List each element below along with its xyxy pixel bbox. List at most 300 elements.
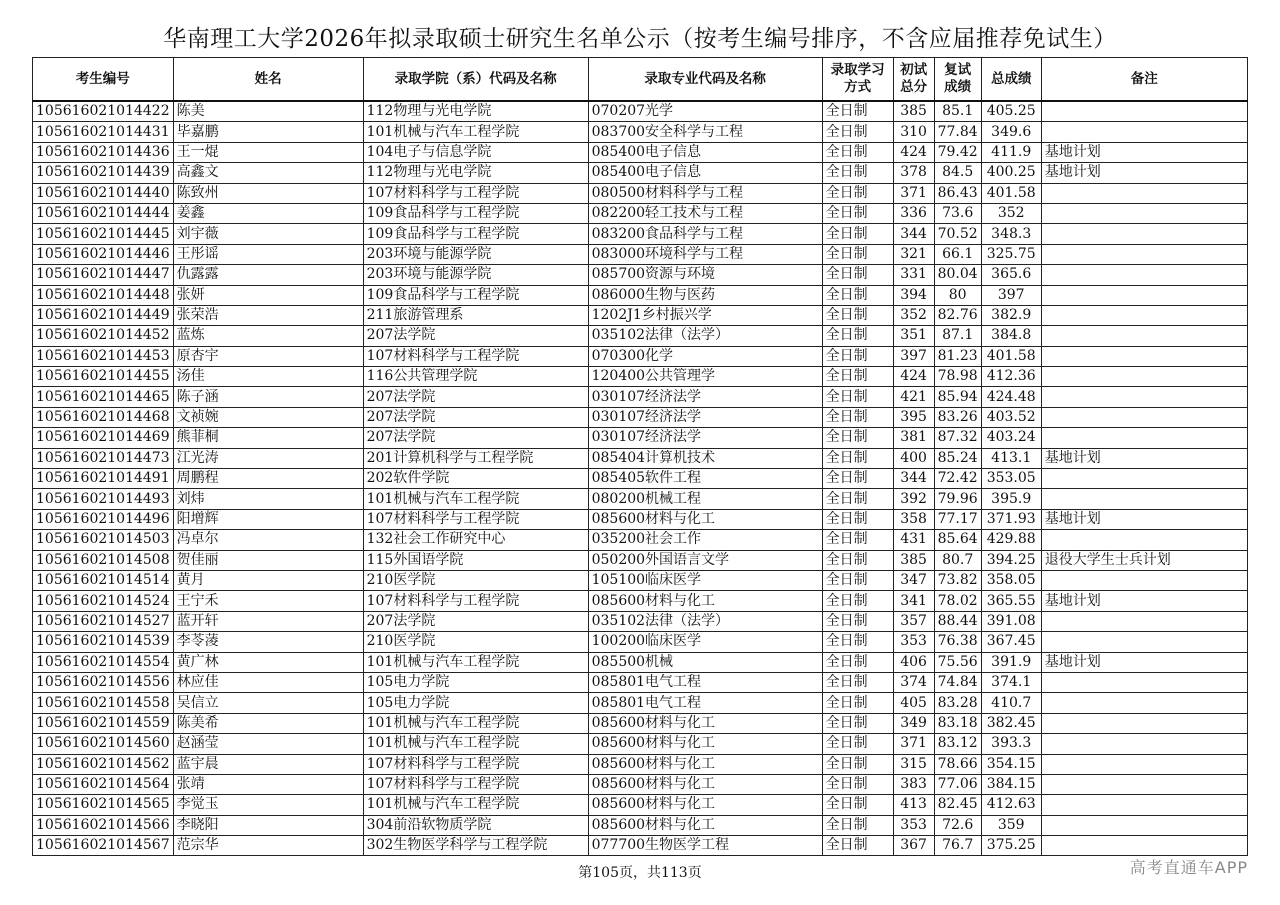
cell-name: 李苓蓤 [173,632,363,652]
cell-major: 085600材料与化工 [588,815,822,835]
cell-major: 085600材料与化工 [588,591,822,611]
cell-name: 范宗华 [173,836,363,856]
cell-college: 107材料科学与工程学院 [363,754,588,774]
cell-total-score: 325.75 [981,244,1041,264]
cell-retest-score: 80 [934,285,981,305]
cell-name: 刘宇薇 [173,224,363,244]
table-row [33,469,1248,489]
cell-initial-score: 406 [893,652,934,672]
cell-exam-id: 105616021014556 [33,672,174,692]
column-header-id: 考生编号 [33,58,174,102]
cell-note [1041,734,1247,754]
table-row [33,183,1248,203]
cell-retest-score: 78.98 [934,367,981,387]
cell-initial-score: 353 [893,632,934,652]
cell-major: 050200外国语言文学 [588,550,822,570]
cell-exam-id: 105616021014465 [33,387,174,407]
cell-retest-score: 85.1 [934,101,981,122]
cell-total-score: 349.6 [981,122,1041,142]
cell-total-score: 397 [981,285,1041,305]
table-row [33,836,1248,856]
cell-major: 085404计算机技术 [588,448,822,468]
cell-name: 王一焜 [173,142,363,162]
cell-name: 张靖 [173,774,363,794]
cell-total-score: 394.25 [981,550,1041,570]
cell-total-score: 413.1 [981,448,1041,468]
cell-mode: 全日制 [822,428,893,448]
cell-mode: 全日制 [822,652,893,672]
cell-initial-score: 310 [893,122,934,142]
cell-exam-id: 105616021014422 [33,101,174,122]
cell-mode: 全日制 [822,713,893,733]
table-row [33,244,1248,264]
cell-name: 陈美希 [173,713,363,733]
cell-note [1041,693,1247,713]
cell-total-score: 395.9 [981,489,1041,509]
cell-mode: 全日制 [822,203,893,223]
cell-retest-score: 72.6 [934,815,981,835]
cell-mode: 全日制 [822,265,893,285]
cell-note [1041,407,1247,427]
cell-college: 112物理与光电学院 [363,163,588,183]
cell-retest-score: 72.42 [934,469,981,489]
cell-exam-id: 105616021014514 [33,570,174,590]
page-number: 第105页，共113页 [578,865,702,881]
cell-exam-id: 105616021014445 [33,224,174,244]
table-row [33,550,1248,570]
cell-note [1041,387,1247,407]
cell-college: 115外国语学院 [363,550,588,570]
cell-major: 085405软件工程 [588,469,822,489]
column-header-note: 备注 [1041,58,1247,102]
cell-total-score: 400.25 [981,163,1041,183]
cell-major: 070207光学 [588,101,822,122]
cell-initial-score: 424 [893,367,934,387]
table-body [33,101,1248,856]
cell-exam-id: 105616021014452 [33,326,174,346]
cell-initial-score: 392 [893,489,934,509]
cell-note [1041,367,1247,387]
table-row [33,774,1248,794]
cell-initial-score: 353 [893,815,934,835]
cell-college: 203环境与能源学院 [363,265,588,285]
cell-name: 文祯婉 [173,407,363,427]
cell-college: 107材料科学与工程学院 [363,509,588,529]
cell-major: 035102法律（法学） [588,611,822,631]
cell-total-score: 382.9 [981,305,1041,325]
cell-major: 077700生物医学工程 [588,836,822,856]
cell-retest-score: 81.23 [934,346,981,366]
cell-name: 陈子涵 [173,387,363,407]
cell-exam-id: 105616021014503 [33,530,174,550]
cell-total-score: 403.52 [981,407,1041,427]
cell-college: 211旅游管理系 [363,305,588,325]
cell-retest-score: 76.38 [934,632,981,652]
cell-college: 116公共管理学院 [363,367,588,387]
table-row [33,591,1248,611]
cell-college: 109食品科学与工程学院 [363,224,588,244]
cell-name: 王宁禾 [173,591,363,611]
cell-name: 仇露露 [173,265,363,285]
cell-total-score: 384.8 [981,326,1041,346]
cell-mode: 全日制 [822,387,893,407]
cell-retest-score: 83.28 [934,693,981,713]
cell-exam-id: 105616021014469 [33,428,174,448]
cell-retest-score: 82.45 [934,795,981,815]
cell-note: 退役大学生士兵计划 [1041,550,1247,570]
cell-exam-id: 105616021014436 [33,142,174,162]
cell-exam-id: 105616021014473 [33,448,174,468]
cell-major: 085700资源与环境 [588,265,822,285]
cell-major: 030107经济法学 [588,387,822,407]
cell-name: 刘炜 [173,489,363,509]
cell-note: 基地计划 [1041,163,1247,183]
cell-initial-score: 385 [893,101,934,122]
cell-initial-score: 383 [893,774,934,794]
cell-major: 085600材料与化工 [588,509,822,529]
cell-initial-score: 431 [893,530,934,550]
cell-note: 基地计划 [1041,509,1247,529]
cell-initial-score: 385 [893,550,934,570]
cell-note: 基地计划 [1041,142,1247,162]
cell-initial-score: 357 [893,611,934,631]
cell-note [1041,570,1247,590]
cell-exam-id: 105616021014493 [33,489,174,509]
cell-mode: 全日制 [822,407,893,427]
table-row [33,693,1248,713]
cell-major: 105100临床医学 [588,570,822,590]
cell-major: 035200社会工作 [588,530,822,550]
cell-retest-score: 66.1 [934,244,981,264]
cell-name: 张妍 [173,285,363,305]
cell-major: 035102法律（法学） [588,326,822,346]
table-row [33,122,1248,142]
cell-initial-score: 344 [893,224,934,244]
cell-mode: 全日制 [822,734,893,754]
cell-total-score: 391.9 [981,652,1041,672]
cell-note [1041,611,1247,631]
cell-note [1041,183,1247,203]
cell-mode: 全日制 [822,346,893,366]
cell-initial-score: 371 [893,183,934,203]
cell-major: 1202J1乡村振兴学 [588,305,822,325]
cell-name: 江光涛 [173,448,363,468]
cell-mode: 全日制 [822,530,893,550]
cell-retest-score: 83.26 [934,407,981,427]
cell-exam-id: 105616021014447 [33,265,174,285]
cell-exam-id: 105616021014562 [33,754,174,774]
cell-major: 085400电子信息 [588,163,822,183]
cell-initial-score: 344 [893,469,934,489]
cell-retest-score: 85.24 [934,448,981,468]
cell-total-score: 412.36 [981,367,1041,387]
cell-name: 阳增辉 [173,509,363,529]
cell-initial-score: 424 [893,142,934,162]
cell-major: 083700安全科学与工程 [588,122,822,142]
cell-college: 101机械与汽车工程学院 [363,713,588,733]
cell-name: 姜鑫 [173,203,363,223]
cell-name: 蓝炼 [173,326,363,346]
cell-retest-score: 82.76 [934,305,981,325]
cell-mode: 全日制 [822,122,893,142]
cell-note [1041,244,1247,264]
table-row [33,570,1248,590]
cell-initial-score: 336 [893,203,934,223]
cell-mode: 全日制 [822,142,893,162]
cell-exam-id: 105616021014449 [33,305,174,325]
watermark: 高考直通车APP [1129,858,1248,877]
cell-college: 207法学院 [363,428,588,448]
cell-college: 202软件学院 [363,469,588,489]
cell-college: 104电子与信息学院 [363,142,588,162]
cell-initial-score: 352 [893,305,934,325]
cell-initial-score: 374 [893,672,934,692]
cell-exam-id: 105616021014491 [33,469,174,489]
cell-major: 085600材料与化工 [588,795,822,815]
column-header-initial: 初试总分 [893,58,934,102]
cell-college: 132社会工作研究中心 [363,530,588,550]
table-row [33,795,1248,815]
cell-initial-score: 400 [893,448,934,468]
cell-college: 207法学院 [363,387,588,407]
cell-name: 高鑫文 [173,163,363,183]
cell-college: 107材料科学与工程学院 [363,774,588,794]
cell-initial-score: 321 [893,244,934,264]
cell-note [1041,530,1247,550]
table-row [33,672,1248,692]
cell-exam-id: 105616021014496 [33,509,174,529]
cell-major: 080500材料科学与工程 [588,183,822,203]
cell-name: 李晓阳 [173,815,363,835]
cell-college: 107材料科学与工程学院 [363,591,588,611]
cell-retest-score: 80.7 [934,550,981,570]
cell-initial-score: 358 [893,509,934,529]
cell-college: 101机械与汽车工程学院 [363,652,588,672]
cell-retest-score: 80.04 [934,265,981,285]
cell-college: 302生物医学科学与工程学院 [363,836,588,856]
cell-name: 李觉玉 [173,795,363,815]
cell-mode: 全日制 [822,754,893,774]
admission-table [32,57,1248,856]
cell-major: 085600材料与化工 [588,754,822,774]
table-row [33,407,1248,427]
cell-major: 085600材料与化工 [588,713,822,733]
cell-initial-score: 397 [893,346,934,366]
cell-mode: 全日制 [822,693,893,713]
cell-exam-id: 105616021014448 [33,285,174,305]
cell-mode: 全日制 [822,163,893,183]
cell-name: 周鹏程 [173,469,363,489]
cell-retest-score: 83.18 [934,713,981,733]
cell-college: 210医学院 [363,632,588,652]
cell-note [1041,224,1247,244]
cell-retest-score: 74.84 [934,672,981,692]
cell-retest-score: 83.12 [934,734,981,754]
cell-initial-score: 315 [893,754,934,774]
cell-initial-score: 341 [893,591,934,611]
cell-name: 汤佳 [173,367,363,387]
cell-note [1041,285,1247,305]
cell-initial-score: 395 [893,407,934,427]
table-row [33,326,1248,346]
cell-initial-score: 381 [893,428,934,448]
cell-note [1041,122,1247,142]
cell-name: 冯卓尔 [173,530,363,550]
table-row [33,448,1248,468]
cell-total-score: 348.3 [981,224,1041,244]
table-row [33,815,1248,835]
table-row [33,611,1248,631]
cell-mode: 全日制 [822,836,893,856]
cell-exam-id: 105616021014524 [33,591,174,611]
cell-note [1041,428,1247,448]
cell-note [1041,632,1247,652]
cell-note [1041,101,1247,122]
cell-retest-score: 77.17 [934,509,981,529]
cell-total-score: 371.93 [981,509,1041,529]
cell-mode: 全日制 [822,224,893,244]
cell-note [1041,305,1247,325]
cell-exam-id: 105616021014446 [33,244,174,264]
cell-major: 082200轻工技术与工程 [588,203,822,223]
cell-college: 105电力学院 [363,672,588,692]
cell-exam-id: 105616021014439 [33,163,174,183]
cell-college: 101机械与汽车工程学院 [363,795,588,815]
cell-total-score: 429.88 [981,530,1041,550]
cell-retest-score: 78.02 [934,591,981,611]
cell-college: 109食品科学与工程学院 [363,203,588,223]
cell-retest-score: 73.6 [934,203,981,223]
cell-note [1041,836,1247,856]
cell-name: 张荣浩 [173,305,363,325]
cell-mode: 全日制 [822,774,893,794]
cell-name: 黄月 [173,570,363,590]
cell-major: 030107经济法学 [588,428,822,448]
cell-major: 030107经济法学 [588,407,822,427]
table-row [33,203,1248,223]
cell-initial-score: 378 [893,163,934,183]
cell-college: 304前沿软物质学院 [363,815,588,835]
cell-mode: 全日制 [822,591,893,611]
table-row [33,428,1248,448]
cell-retest-score: 85.94 [934,387,981,407]
cell-total-score: 354.15 [981,754,1041,774]
table-row [33,285,1248,305]
cell-name: 林应佳 [173,672,363,692]
cell-exam-id: 105616021014565 [33,795,174,815]
column-header-mode: 录取学习方式 [822,58,893,102]
table-row [33,632,1248,652]
cell-exam-id: 105616021014558 [33,693,174,713]
cell-college: 207法学院 [363,611,588,631]
cell-major: 085801电气工程 [588,693,822,713]
table-row [33,509,1248,529]
cell-retest-score: 75.56 [934,652,981,672]
cell-major: 120400公共管理学 [588,367,822,387]
cell-initial-score: 347 [893,570,934,590]
cell-name: 原杏宇 [173,346,363,366]
table-row [33,387,1248,407]
cell-initial-score: 331 [893,265,934,285]
table-row [33,265,1248,285]
cell-total-score: 412.63 [981,795,1041,815]
table-row [33,142,1248,162]
cell-note [1041,203,1247,223]
cell-note [1041,672,1247,692]
cell-exam-id: 105616021014566 [33,815,174,835]
cell-college: 105电力学院 [363,693,588,713]
cell-name: 蓝宇晨 [173,754,363,774]
cell-college: 207法学院 [363,326,588,346]
cell-major: 080200机械工程 [588,489,822,509]
cell-total-score: 403.24 [981,428,1041,448]
cell-note [1041,713,1247,733]
cell-note: 基地计划 [1041,448,1247,468]
cell-total-score: 411.9 [981,142,1041,162]
cell-college: 101机械与汽车工程学院 [363,489,588,509]
cell-total-score: 382.45 [981,713,1041,733]
cell-total-score: 352 [981,203,1041,223]
cell-retest-score: 86.43 [934,183,981,203]
cell-mode: 全日制 [822,815,893,835]
cell-retest-score: 84.5 [934,163,981,183]
cell-name: 陈致州 [173,183,363,203]
cell-major: 083000环境科学与工程 [588,244,822,264]
cell-exam-id: 105616021014468 [33,407,174,427]
cell-major: 085600材料与化工 [588,734,822,754]
table-row [33,101,1248,122]
cell-major: 083200食品科学与工程 [588,224,822,244]
cell-retest-score: 78.66 [934,754,981,774]
cell-retest-score: 87.32 [934,428,981,448]
cell-exam-id: 105616021014554 [33,652,174,672]
cell-note: 基地计划 [1041,652,1247,672]
table-row [33,305,1248,325]
cell-mode: 全日制 [822,244,893,264]
cell-mode: 全日制 [822,550,893,570]
cell-mode: 全日制 [822,632,893,652]
table-row [33,489,1248,509]
cell-retest-score: 77.06 [934,774,981,794]
cell-mode: 全日制 [822,672,893,692]
column-header-total: 总成绩 [981,58,1041,102]
cell-note [1041,346,1247,366]
cell-name: 黄广林 [173,652,363,672]
cell-exam-id: 105616021014560 [33,734,174,754]
cell-initial-score: 405 [893,693,934,713]
cell-initial-score: 413 [893,795,934,815]
cell-exam-id: 105616021014444 [33,203,174,223]
cell-college: 107材料科学与工程学院 [363,183,588,203]
cell-note [1041,326,1247,346]
table-row [33,754,1248,774]
cell-initial-score: 349 [893,713,934,733]
table-row [33,224,1248,244]
cell-note [1041,795,1247,815]
cell-retest-score: 88.44 [934,611,981,631]
cell-major: 085500机械 [588,652,822,672]
cell-initial-score: 367 [893,836,934,856]
cell-note [1041,774,1247,794]
cell-exam-id: 105616021014539 [33,632,174,652]
cell-initial-score: 351 [893,326,934,346]
cell-total-score: 410.7 [981,693,1041,713]
table-row [33,346,1248,366]
cell-exam-id: 105616021014559 [33,713,174,733]
cell-exam-id: 105616021014527 [33,611,174,631]
cell-mode: 全日制 [822,101,893,122]
cell-retest-score: 76.7 [934,836,981,856]
